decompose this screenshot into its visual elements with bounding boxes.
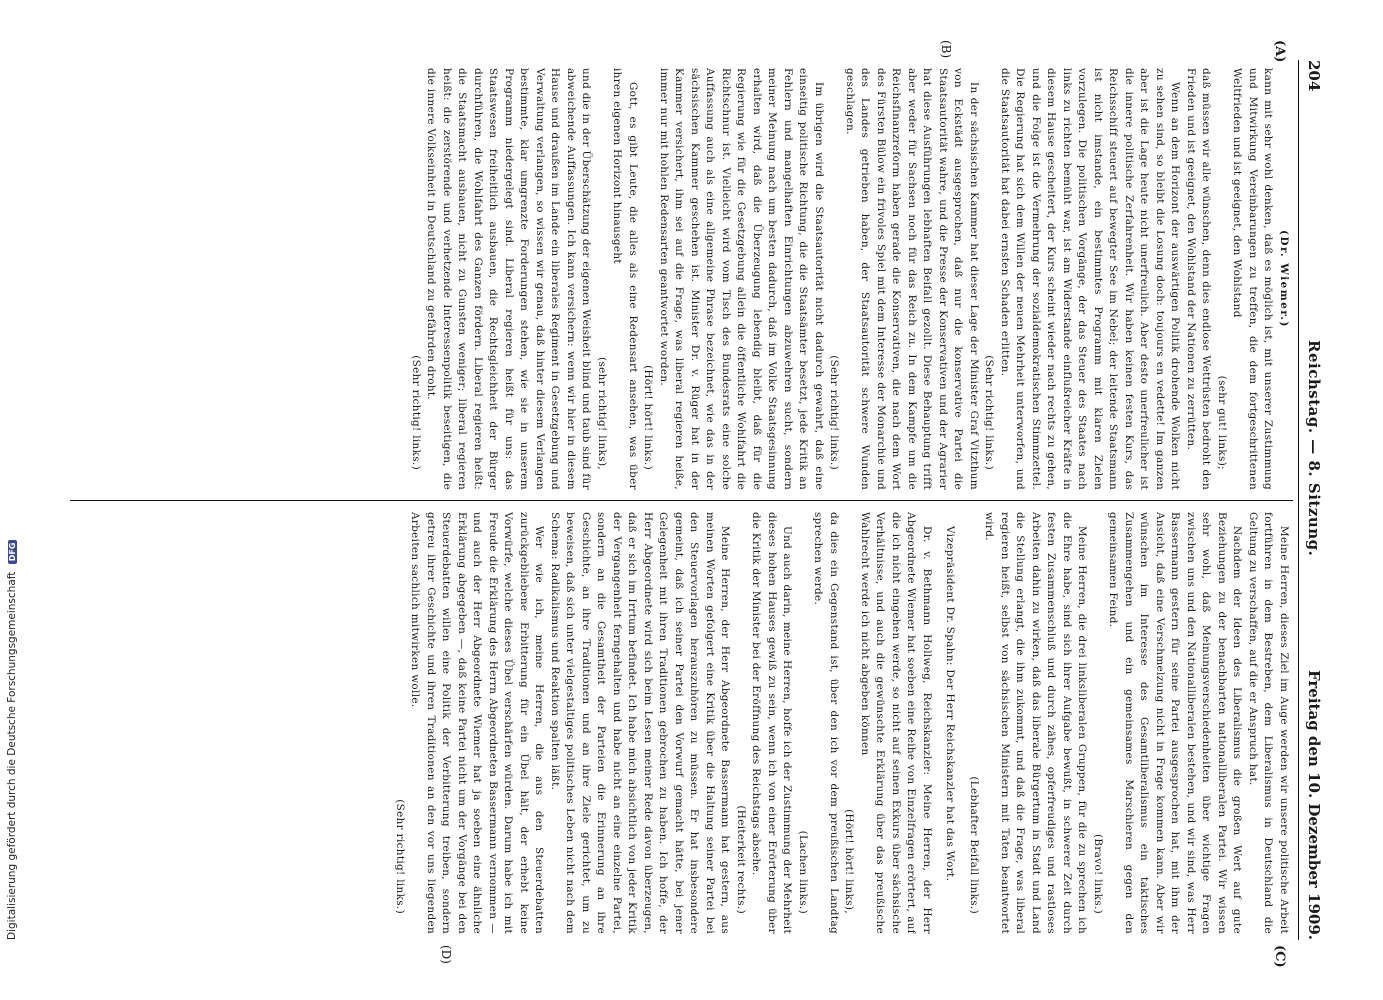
margin-marker-b: (B)	[939, 40, 953, 59]
interjection: (Bravo! links.)	[1092, 833, 1104, 914]
right-column	[60, 512, 1291, 934]
left-column	[60, 68, 1291, 490]
paragraph: daß müssen wir alle wünschen, denn dies endlose Wettrüsten bedroht den Frieden und ist geeignet, den Wohlstand der Nationen zu zerrütten.	[1185, 68, 1213, 490]
paragraph: da dies ein Gegenstand ist, über den ich vor dem preußischen Landtag sprechen werde.	[812, 512, 840, 934]
paragraph: Im übrigen wird die Staatsautorität nicht dadurch gewahrt, daß eine einseitig politische Richtung, die die Staatsämter besetzt, jede Kritik an Fehlern und mangelhaften Einrichtungen abzuwehren sucht, sondern meiner Meinung nach um besten dadurch, daß im Volke Staatsgesinnung erhalten wird, daß die Überzeugung lebendig bleibt, daß für die Regierung wie für die Gesetzgebung allein die öffentliche Wohlfahrt die Richtschnur ist. Vielleicht wird vom Tisch des Bundesrats eine solche Auffassung auch als eine allgemeine Phrase bezeichnet, wie das in der sächsischen Kammer geschehen ist. Minister Dr. v. Rüger hat in der Kammer versichert, ihm sei auf die Frage, was liberal regieren heiße, immer nur mit hohlen Redensarten geantwortet worden.	[658, 68, 825, 490]
margin-marker-d: (D)	[439, 945, 453, 964]
paragraph: Wenn an dem Horizont der auswärtigen Politik drohende Wolken nicht zu sehen sind, so bleibt die Losung doch: toujours en vedette! Im ganzen aber ist die Lage heute nicht unerfreulich. Aber desto unerfreulicher ist die innere politische Zerfahrenheit. Wir haben keinen festen Kurs, das Reichsschiff steuert auf bewegter See im Nebel; der leitende Staatsmann ist nicht imstande, ein bestimmtes Programm mit klaren Zielen vorzulegen. Die politischen Vorgänge, der das Steuer des Staates nach links zu richten bemüht war, ist am Widerstande einflußreicher Kräfte in diesem Hause gescheitert, der Kurs scheint wieder nach rechts zu gehen, und die Folge ist die Vermehrung der sozialdemokratischen Stimmzettel. Die Regierung hat sich dem Willen der neuen Mehrheit unterworfen, und die Staatsautorität hat dabei ernsten Schaden erlitten.	[999, 68, 1182, 490]
chancellor-speech-start: Dr. v. Bethmann Hollweg, Reichskanzler: Meine Herren, der Herr Abgeordnete Wiemer hat soeben eine Reihe von Einzelfragen erörtert, auf die ich nicht eingehen werde, so nicht auf seinen Exkurs über sächsische Verhältnisse, und auch die gewünschte Erklärung über das preußische Wahlrecht werde ich nicht abgeben können	[859, 512, 933, 934]
session-title: Reichstag. — 8. Sitzung.	[1305, 340, 1323, 557]
page-number: 204	[1305, 60, 1323, 92]
paragraph: Meine Herren, dieses Ziel im Auge werden wir unsere politische Arbeit fortführen in dem Bestreben, dem Liberalismus in Deutschland die Geltung zu verschaffen, auf die er Anspruch hat.	[1247, 512, 1290, 934]
interjection: (Sehr richtig! links.)	[828, 355, 841, 470]
interjection: (sehr richtig! links),	[596, 357, 608, 470]
session-date: Freitag den 10. Dezember 1909.	[1305, 670, 1323, 940]
interjection: (Heiterkeit rechts.)	[735, 805, 747, 914]
margin-marker-c: (C)	[1272, 945, 1287, 968]
interjection: (Lebhafter Beifall links.)	[968, 776, 980, 914]
paragraph: und die in der Überschätzung der eigenen Weisheit blind und taub sind für abweichende Auffassungen. Ich kann versichern: wenn wir hier in diesem Hause und draußen im Lande ein liberales Regiment in Gesetzgebung und Verwaltung verlangen, so wissen wir genau, daß hinter diesem Verlangen bestimmte, klar umgrenzte Forderungen stehen, wie sie in unserem Programm niedergelegt sind. Liberal regieren heißt für uns: das Staatswesen freiheitlich ausbauen, die Rechtsgleichheit der Bürger durchführen, die Wohlfahrt des Ganzen fördern. Liberal regieren heißt: die Staatsmacht ausbauen, nicht zu Gunsten weniger; liberal regieren heißt: die zerstörende und verhetzende Interessenpolitik beseitigen, die die innere Volkseinheit in Deutschland zu gefährden droht.	[425, 68, 593, 490]
interjection: (sehr gut! links);	[1216, 375, 1228, 470]
spacer	[958, 512, 966, 934]
president-announcement: Vizepräsident Dr. Spahn: Der Herr Reichskanzler hat das Wort.	[944, 526, 957, 882]
header-rule	[1298, 60, 1299, 940]
digitization-notice	[6, 60, 22, 940]
paragraph: Wer wie ich, meine Herren, die aus den Steuerdebatten zurückgebliebene Erbitterung für ein Übel hält, der erhebt keine Vorwürfe, welche dieses Übel verschärfen würden. Darum habe ich mit Freude die Erklärung des Herrn Abgeordneten Bassermann vernommen — und auch der Herr Abgeordnete Wiemer hat ja soeben eine ähnliche Erklärung abgegeben —, daß keine Partei nicht um der Vorgänge bei den Steuerdebatten willen eine Politik der Verbitterung treiben, sondern getreu ihrer Geschichte und ihren Traditionen an den vor uns liegenden Arbeiten sachlich mitwirken wolle.	[409, 512, 546, 934]
interjection: (Sehr richtig! links.)	[983, 355, 996, 470]
page-header	[1301, 60, 1323, 940]
paragraph: Meine Herren, die drei linksliberalen Gruppen, für die zu sprechen ich die Ehre habe, sind sich ihrer Aufgabe bewußt, in schwerer Zeit durch festen Zusammenschluß und durch zähes, opferfreudiges und rastloses Arbeiten dahin zu wirken, daß das liberale Bürgertum in Stadt und Land die Stellung erlangt, die ihm zukommt, und daß die Frage, was liberal regieren heißt, selbst von sächsischen Ministern mit Taten beantwortet wird.	[983, 512, 1089, 934]
paragraph: Nachdem der Ideen des Liberalismus die großen Wert auf gute Beziehungen zu der benachbarten nationalliberalen Partei. Wir wissen sehr wohl, daß Meinungsverschiedenheiten über wichtige Fragen zwischen uns und den Nationalliberalen bestehen, und wir sind, was Herr Bassermann gestern für seine Partei ausgesprochen hat, mit ihm der Ansicht, daß eine Verschmelzung nicht in Frage kommen kann. Aber wir wünschen im Interesse des Gesamtliberalismus ein taktisches Zusammengehen und ein gemeinsames Marschieren gegen den gemeinsamen Feind.	[1107, 512, 1244, 934]
paragraph: In der sächsischen Kammer hat dieser Lage der Minister Graf Vitzthum von Eckstädt ausgesprochen, daß nur die konservative Partei die Staatsautorität wahre, und die Presse der Konservativen und der Agrarier hat diese Ausführungen lebhaften Beifall gezollt. Diese Behauptung trifft aber weder für Sachsen noch für das Reich zu. In dem Kampfe um die Reichsfinanzreform haben gerade die Konservativen, die nach dem Wort des Fürsten Bülow ein frivoles Spiel mit dem Interesse der Monarchie und des Landes getrieben haben, der Staatsautorität schwere Wunden geschlagen.	[844, 68, 980, 490]
interjection: (Hört! hört! links.)	[642, 365, 655, 470]
paragraph: Gott, es gibt Leute, die alles als eine Redensart ansehen, was über ihren eigenen Horizont hinausgeht	[611, 68, 639, 490]
interjection: (Lachen links.)	[797, 830, 809, 914]
interjection: (Hört! hört! links),	[843, 809, 856, 914]
paragraph: kann mit sehr wohl denken, daß es möglich ist, mit unserer Zustimmung und Mitwirkung Vereinbarungen zu treffen, die dem fortgeschrittenen Weltfrieden und ist geeignet, den Wohlstand	[1231, 68, 1275, 490]
digitization-text: Digitalisierung gefördert durch die Deutsche Forschungsgemeinschaft	[6, 571, 18, 940]
paragraph: Und auch darin, meine Herren, hoffe ich der Zustimmung der Mehrheit dieses hohen Hauses gewiß zu sein, wenn ich von einer Erörterung über die Kritik der Minister bei der Eröffnung des Reichstags absehe.	[750, 512, 794, 934]
paragraph: Meine Herren, der Herr Abgeordnete Bassermann hat gestern, aus meinen Worten gefolgert eine Kritik über die Haltung seiner Partei bei den Steuervorlagen herauszuhören zu müssen. Er hat insbesondere gemeint, daß ich seiner Partei den Vorwurf gemacht hätte, bei jener Gelegenheit mit ihren Traditionen gebrochen zu haben. Ich hoffe, der Herr Abgeordnete wird sich beim Lesen meiner Rede davon überzeugen, daß er sich im Irrtum befindet. Ich habe mich absichtlich von jeder Kritik der Vergangenheit ferngehalten und habe nicht an eine einzelne Partei, sondern an die Gesamtheit der Parteien die Erinnerung an ihre Geschichte, an ihre Traditionen und an ihre Ziele gerichtet, um zu beweisen, daß sich unter vielgestaltiges politisches Leben nicht nach dem Schema: Radikalismus und Reaktion spalten läßt.	[549, 512, 732, 934]
spacer	[934, 512, 942, 934]
dfg-logo-icon: DFG	[8, 540, 17, 565]
column-divider	[70, 500, 1293, 501]
speaker-label: (Dr. Wiemer.)	[1278, 230, 1290, 328]
interjection: (Sehr richtig! links.)	[394, 799, 406, 914]
interjection: (Sehr richtig! links.)	[410, 355, 422, 470]
margin-marker-a: (A)	[1272, 40, 1287, 63]
